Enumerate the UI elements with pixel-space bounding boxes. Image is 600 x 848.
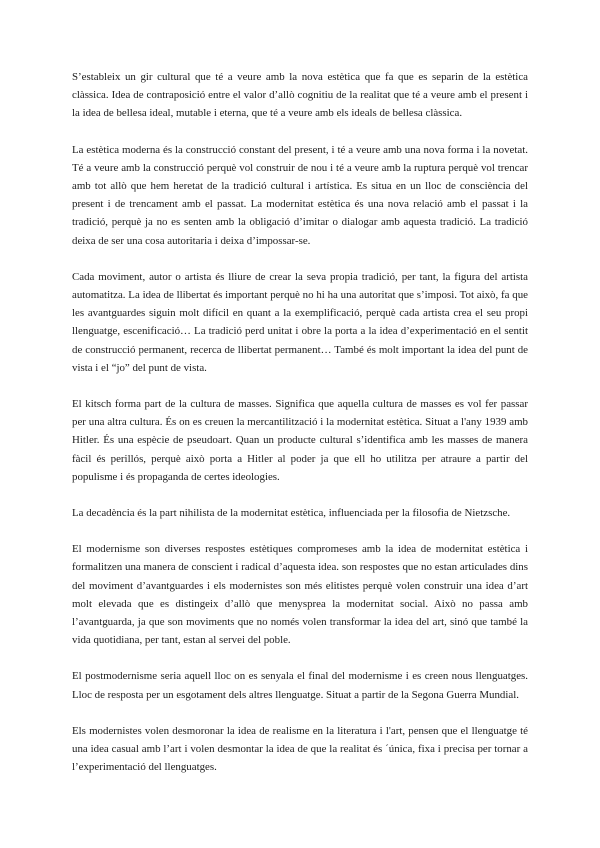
paragraph-artistic-freedom: Cada moviment, autor o artista és lliure de crear la seva propia tradició, per tant, la figura del artista automatitza. La idea de llibertat és important perquè no hi ha una autoritat que s’imposi. Tot això, fa que les avantguardes siguin molt difícil en quant a la exemplificació, perquè cada artista crea el seu propi llenguatge, escenificació… La tradició perd unitat i obre la porta a la idea d’experimentació en el sentit de construcció permanent, recerca de llibertat permanent… També és molt important la idea del punt de vista i el “jo” del punt de vista. [72,270,528,374]
paragraph-realism: Els modernistes volen desmoronar la idea de realisme en la literatura i l'art, pensen que el llenguatge té una idea casual amb l’art i volen desmontar la idea de que la realitat és ´única, fixa i precisa per tornar a l’experimentació del llenguatges. [72,724,528,774]
paragraph-cultural-shift: S’estableix un gir cultural que té a veure amb la nova estètica que fa que es separin de la estètica clàssica. Idea de contraposició entre el valor d’allò cognitiu de la realitat que té a veure amb el present i la idea de bellesa ideal, mutable i eterna, que té a veure amb els ideals de bellesa clàssica. [72,71,528,120]
paragraph-kitsch: El kitsch forma part de la cultura de masses. Significa que aquella cultura de masses es vol fer passar per una altra cultura. És on es creuen la mercantilització i la modernitat estètica. Situat a l'any 1939 amb Hitler. És una espècie de pseudoart. Quan un producte cultural s’identifica amb les masses de manera fàcil és perillós, perquè això porta a Hitler al poder ja que ell ho utilitza per atraure a partir del populisme i és propaganda de certes ideologies. [72,398,528,483]
paragraph-postmodernism: El postmodernisme seria aquell lloc on es senyala el final del modernisme i es creen nous llenguatges. Lloc de resposta per un esgotament dels altres llenguatge. Situat a partir de la Segona Guerra Mundial. [72,670,528,701]
paragraph-modern-aesthetics: La estètica moderna és la construcció constant del present, i té a veure amb una nova forma i la novetat. Té a veure amb la construcció perquè vol construir de nou i té a veure amb la ruptura perquè vol trencar amb tot allò que hem heretat de la tradició cultural i artística. Es situa en un lloc de consciència del present i de trencament amb el passat. La modernitat estètica és una nova relació amb el passat i la tradició, perquè ja no es senten amb la obligació d’imitar o dialogar amb aquesta tradició. La tradició deixa de ser una cosa autoritaria i deixa d’impossar-se. [72,143,528,247]
paragraph-decadence: La decadència és la part nihilista de la modernitat estètica, influenciada per la filosofia de Nietzsche. [72,507,511,520]
document-page [72,68,528,795]
paragraph-modernism: El modernisme son diverses respostes estètiques compromeses amb la idea de modernitat estètica i formalitzen una manera de conscient i radical d’aquesta idea. son respostes que no estan articulades dins del moviment d’avantguardes i els modernistes son més elitistes perquè volen construir una idea d’art molt elevada que es distingeix d’allò que menysprea la modernitat social. Això no passa amb l’avantguarda, ja que son moviments que no només volen transformar la idea del art, sinó que també la vida quotidiana, per tant, estan al servei del poble. [72,543,528,647]
